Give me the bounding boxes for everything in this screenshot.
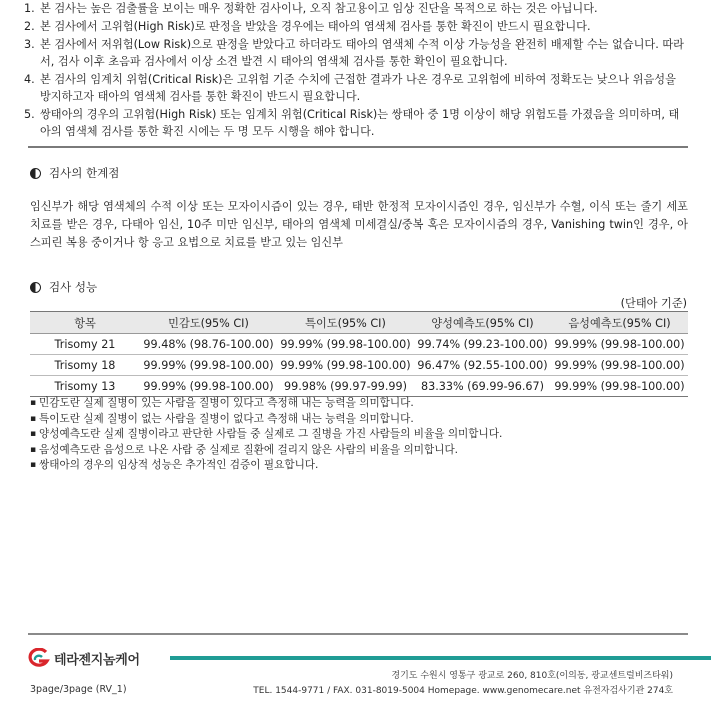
table-cell: 99.99% (99.98-100.00) — [551, 376, 688, 397]
half-circle-icon — [30, 282, 41, 293]
note-item: 2. 본 검사에서 고위험(High Risk)로 판정을 받았을 경우에는 태아의 염색체 검사를 통한 확진이 반드시 필요합니다. — [24, 20, 591, 33]
divider — [28, 146, 688, 148]
company-contact: TEL. 1544-9771 / FAX. 031-8019-5004 Homepage. www.genomecare.net 유전자검사기관 274호 — [253, 686, 673, 696]
limits-heading: 검사의 한계점 — [30, 165, 119, 181]
table-cell: 99.98% (99.97-99.99) — [277, 376, 414, 397]
table-row — [30, 355, 688, 376]
company-logo — [26, 648, 140, 668]
accent-bar — [170, 656, 711, 660]
table-cell: Trisomy 21 — [30, 334, 140, 355]
note-item: 1. 본 검사는 높은 검출률을 보이는 매우 정확한 검사이나, 오직 참고용이고 임상 진단을 목적으로 하는 것은 아닙니다. — [24, 2, 598, 15]
company-address: 경기도 수원시 영통구 광교로 260, 810호(이의동, 광교센트럴비즈타워) — [391, 671, 673, 681]
table-cell: 99.99% (99.98-100.00) — [551, 355, 688, 376]
page-number: 3page/3page (RV_1) — [30, 684, 127, 695]
table-cell: 99.99% (99.98-100.00) — [140, 376, 277, 397]
logo-mark-icon — [26, 648, 50, 668]
table-cell: 83.33% (69.99-96.67) — [414, 376, 551, 397]
column-header: 민감도(95% CI) — [140, 312, 277, 334]
footer-divider — [28, 633, 688, 635]
company-name: 테라젠지놈케어 — [54, 652, 140, 668]
footnote-item: ▪ 특이도란 실제 질병이 없는 사람을 질병이 없다고 측정해 내는 능력을 의미합니다. — [30, 412, 690, 428]
note-item: 5. 쌍태아의 경우의 고위험(High Risk) 또는 임계치 위험(Critical Risk)는 쌍태아 중 1명 이상이 해당 위험도를 가졌음을 의미하며, 태아의 염색체 검사를 통한 확진 시에는 두 명 모두 시행을 해야 합니다. — [24, 108, 680, 138]
table-cell: 99.99% (99.98-100.00) — [277, 334, 414, 355]
table-cell: 99.99% (99.98-100.00) — [277, 355, 414, 376]
unit-note: (단태아 기준) — [620, 297, 687, 310]
half-circle-icon — [30, 168, 41, 179]
table-cell: Trisomy 13 — [30, 376, 140, 397]
performance-heading: 검사 성능 — [30, 279, 97, 295]
column-header: 항목 — [30, 312, 140, 334]
table-header-row — [30, 312, 688, 334]
footnote-item: ▪ 음성예측도란 음성으로 나온 사람 중 실제로 질환에 걸리지 않은 사람의 비율을 의미합니다. — [30, 443, 690, 459]
footnotes — [30, 396, 690, 474]
table-row — [30, 334, 688, 355]
column-header: 음성예측도(95% CI) — [551, 312, 688, 334]
note-item: 4. 본 검사의 임계치 위험(Critical Risk)은 고위험 기준 수치에 근접한 결과가 나온 경우로 고위험에 비하여 정확도는 낮으나 위음성을 방지하고자 태아의 염색체 검사를 통한 확진이 반드시 필요합니다. — [24, 73, 676, 103]
table-row — [30, 376, 688, 397]
table-cell: Trisomy 18 — [30, 355, 140, 376]
table-cell: 96.47% (92.55-100.00) — [414, 355, 551, 376]
footnote-item: ▪ 양성예측도란 실제 질병이라고 판단한 사람들 중 실제로 그 질병을 가진 사람들의 비율을 의미합니다. — [30, 427, 690, 443]
note-item: 3. 본 검사에서 저위험(Low Risk)으로 판정을 받았다고 하더라도 태아의 염색체 수적 이상 가능성을 완전히 배제할 수는 없습니다. 따라서, 검사 이후 초음파 검사에서 이상 소견 발견 시 태아의 염색체 검사를 통한 확인이 필요합니다. — [24, 38, 684, 68]
table-cell: 99.48% (98.76-100.00) — [140, 334, 277, 355]
table-cell: 99.99% (99.98-100.00) — [140, 355, 277, 376]
performance-table — [30, 311, 688, 397]
limits-body: 임신부가 해당 염색체의 수적 이상 또는 모자이시즘이 있는 경우, 태반 한정적 모자이시즘인 경우, 임신부가 수혈, 이식 또는 줄기 세포 치료를 받은 경우, 다태아 임신, 10주 미만 임신부, 태아의 염색체 미세결실/중복 혹은 모자이시즘의 경우, Vanishing twin인 경우, 아스피린 복용 중이거나 항 응고 요법으로 치료를 받고 있는 임신부 — [30, 200, 688, 249]
column-header: 양성예측도(95% CI) — [414, 312, 551, 334]
footnote-item: ▪ 쌍태아의 경우의 임상적 성능은 추가적인 검증이 필요합니다. — [30, 458, 690, 474]
column-header: 특이도(95% CI) — [277, 312, 414, 334]
table-cell: 99.99% (99.98-100.00) — [551, 334, 688, 355]
table-cell: 99.74% (99.23-100.00) — [414, 334, 551, 355]
footnote-item: ▪ 민감도란 실제 질병이 있는 사람을 질병이 있다고 측정해 내는 능력을 의미합니다. — [30, 396, 690, 412]
notes-section — [24, 0, 690, 141]
